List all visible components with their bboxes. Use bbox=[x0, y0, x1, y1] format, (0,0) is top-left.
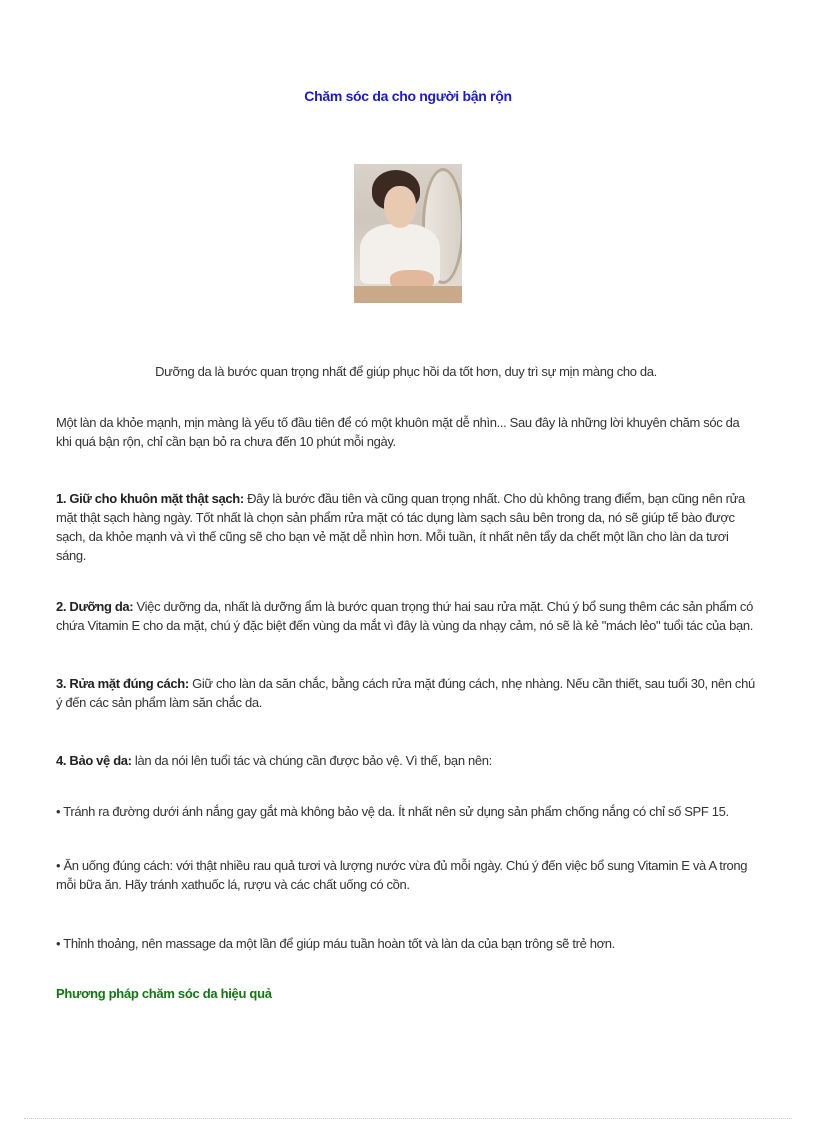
intro-paragraph: Một làn da khỏe mạnh, mịn màng là yếu tố đầu tiên để có một khuôn mặt dễ nhìn... Sau đây là những lời khuyên chăm sóc da khi quá bận rộn, chỉ cần bạn bỏ ra chưa đến 10 phút mỗi ngày. bbox=[56, 415, 740, 449]
section-3-text: Giữ cho làn da săn chắc, bằng cách rửa mặt đúng cách, nhẹ nhàng. Nếu cần thiết, sau tuổi 30, nên chú ý đến các sản phẩm làm săn chắc da. bbox=[56, 676, 755, 710]
section-4-text: làn da nói lên tuổi tác và chúng cần được bảo vệ. Vì thế, bạn nên: bbox=[131, 753, 492, 768]
section-2-paragraph bbox=[56, 597, 756, 635]
photo-table-shape bbox=[354, 286, 462, 303]
bullet-item: • Tránh ra đường dưới ánh nắng gay gắt mà không bảo vệ da. Ít nhất nên sử dụng sản phẩm chống nắng có chỉ số SPF 15. bbox=[56, 804, 729, 819]
woman-mirror-photo bbox=[354, 164, 462, 303]
section-2-text: Việc dưỡng da, nhất là dưỡng ẩm là bước quan trọng thứ hai sau rửa mặt. Chú ý bổ sung thêm các sản phẩm có chứa Vitamin E cho da mặt, chú ý đặc biệt đến vùng da mắt vì đây là vùng da nhạy cảm, nó sẽ là kẻ "mách lẻo" tuổi tác của bạn. bbox=[56, 599, 753, 633]
intro-center-paragraph: Dưỡng da là bước quan trọng nhất để giúp phục hồi da tốt hơn, duy trì sự mịn màng cho da. bbox=[155, 364, 657, 379]
article-title: Chăm sóc da cho người bận rộn bbox=[304, 88, 512, 104]
bullet-item: • Thỉnh thoảng, nên massage da một lần để giúp máu tuần hoàn tốt và làn da của bạn trông sẽ trẻ hơn. bbox=[56, 936, 615, 951]
section-4-heading: 4. Bảo vệ da: bbox=[56, 753, 132, 768]
section-1-heading: 1. Giữ cho khuôn mặt thật sạch: bbox=[56, 491, 244, 506]
photo-face-shape bbox=[384, 186, 416, 228]
section-3-heading: 3. Rửa mặt đúng cách: bbox=[56, 676, 189, 691]
section-1-paragraph bbox=[56, 489, 756, 565]
section-2-heading: 2. Dưỡng da: bbox=[56, 599, 134, 614]
footer-heading-link[interactable]: Phương pháp chăm sóc da hiệu quả bbox=[56, 986, 272, 1001]
bullet-item: • Ăn uống đúng cách: với thật nhiều rau quả tươi và lượng nước vừa đủ mỗi ngày. Chú ý đến việc bổ sung Vitamin E và A trong mỗi bữa ăn. Hãy tránh xathuốc lá, rượu và các chất uống có cồn. bbox=[56, 858, 748, 892]
page-bottom-divider bbox=[24, 1118, 792, 1119]
section-4-paragraph bbox=[56, 751, 756, 770]
section-1-text: Đây là bước đầu tiên và cũng quan trọng nhất. Cho dù không trang điểm, bạn cũng nên rửa mặt thật sạch hàng ngày. Tốt nhất là chọn sản phẩm rửa mặt có tác dụng làm sạch sâu bên trong da, nó sẽ giúp tế bào được sạch, da khỏe mạnh và vì thế cũng sẽ cho bạn vẻ mặt dễ nhìn hơn. Mỗi tuần, ít nhất nên tẩy da chết một lần cho làn da tươi sáng. bbox=[56, 491, 745, 563]
section-3-paragraph bbox=[56, 674, 756, 712]
